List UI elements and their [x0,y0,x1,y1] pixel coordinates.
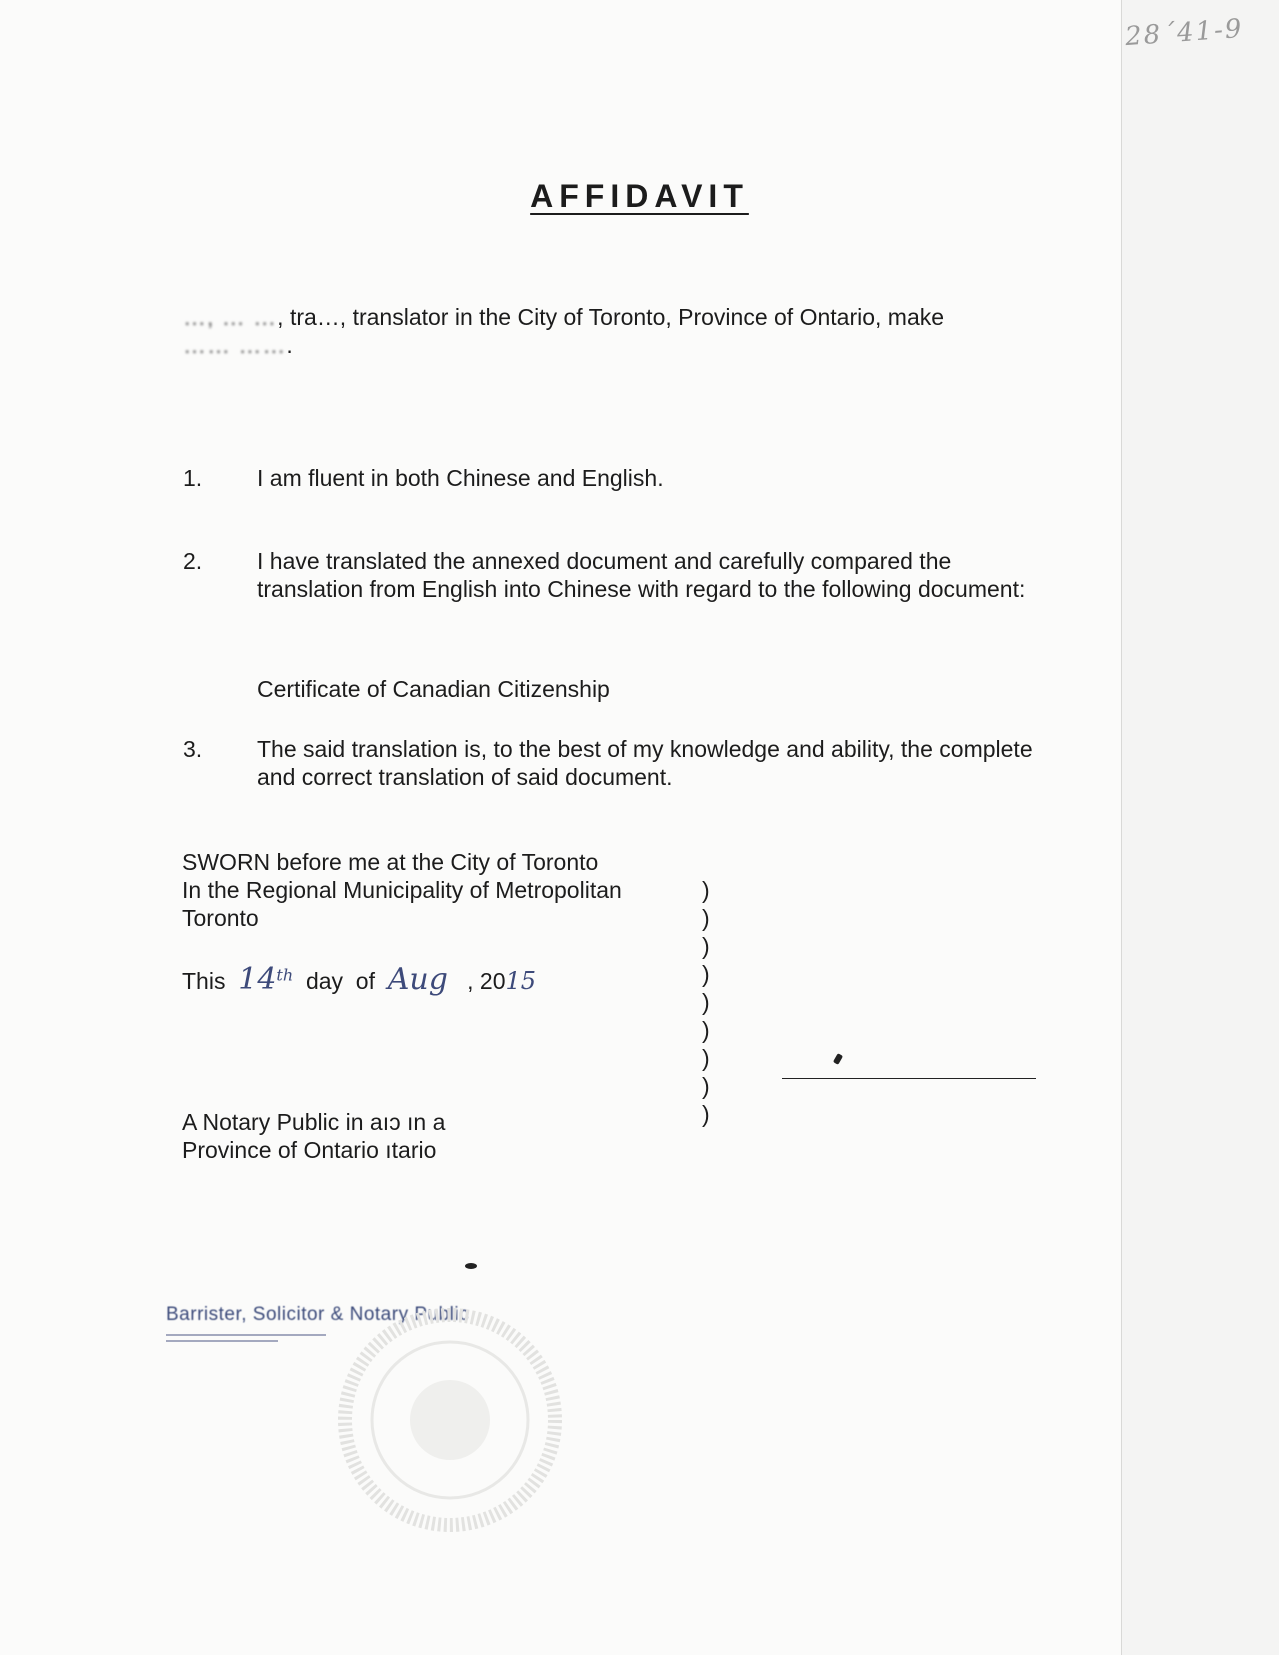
document-title: AFFIDAVIT [530,178,749,214]
intro-paragraph: …, … …, tra…, translator in the City of Toronto, Province of Ontario, make …… ……. [183,304,945,358]
sworn-block [182,848,682,932]
intro-text: , tra…, translator in the City of Toronto, Province of Ontario, make [277,304,945,330]
scan-edge-strip [1121,0,1279,1655]
redacted-name: …, … … [183,304,278,330]
day-of-label: day of [305,968,375,994]
item-text: I am fluent in both Chinese and English. [257,465,664,491]
handwritten-year: 15 [505,967,537,995]
item-text: The said translation is, to the best of my knowledge and ability, the complete and correct translation of said document. [257,736,1033,790]
sworn-line-2: In the Regional Municipality of Metropolitan [182,877,622,903]
handwritten-month: Aug [387,962,448,997]
item-number: 2. [183,548,203,574]
ink-dot [465,1263,477,1269]
stamp-lines [166,1330,326,1346]
notary-line-2: Province of Ontario ıtario [182,1137,437,1163]
signature-mark [833,1053,843,1065]
handwritten-day: 14 [238,962,277,997]
sworn-line-1: SWORN before me at the City of Toronto [182,849,599,875]
signature-line [782,1078,1036,1079]
redacted-oath: …… …… [183,332,287,358]
date-line [182,962,536,997]
notary-line-1: A Notary Public in aıɔ ın a [182,1109,446,1135]
document-name: Certificate of Canadian Citizenship [257,676,610,702]
year-prefix: , 20 [467,968,506,994]
bracket-column: ) ) ) ) ) ) ) ) ) [702,877,710,1127]
this-label: This [182,968,226,994]
item-number: 3. [183,736,203,762]
item-text: I have translated the annexed document and carefully compared the translation from English into Chinese with regard to the following document: [257,548,1026,602]
notary-stamp-text: Barrister, Solicitor & Notary Public [166,1304,470,1325]
corner-handwritten-note: 28´41-9 [1124,13,1245,53]
item-number: 1. [183,465,203,491]
embossed-seal-icon [330,1300,570,1540]
sworn-line-3: Toronto [182,905,259,931]
notary-block [182,1108,445,1164]
handwritten-day-suffix: th [276,965,294,985]
